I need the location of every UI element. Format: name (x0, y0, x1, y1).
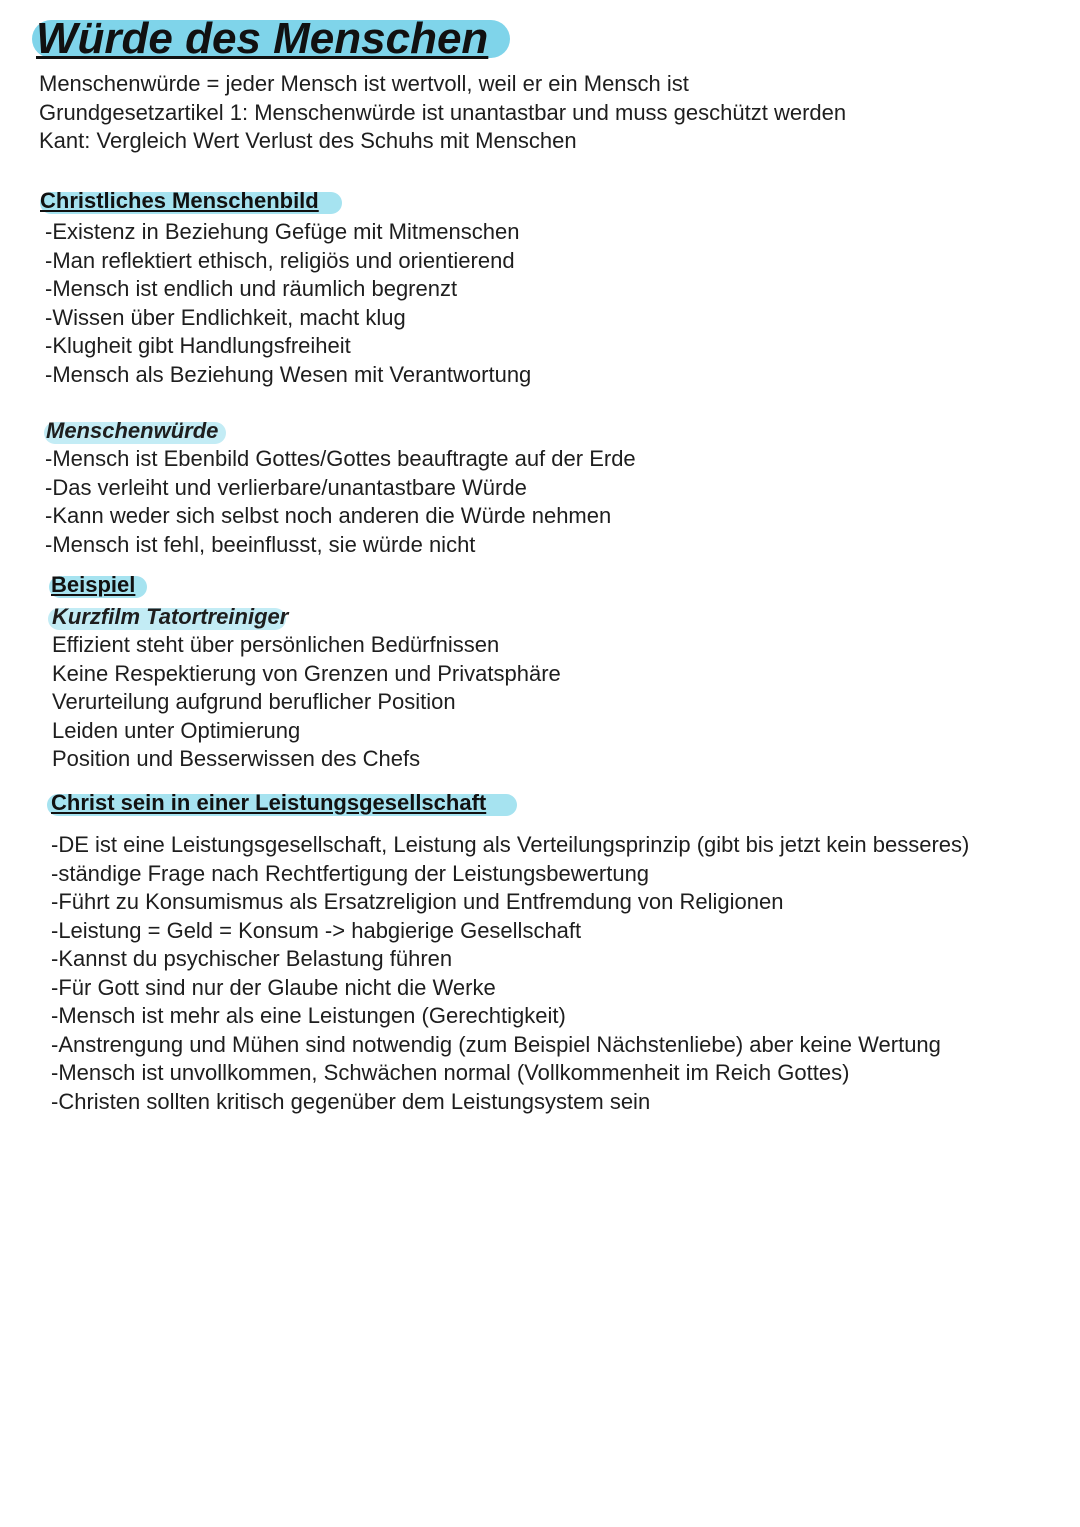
intro-line: Menschenwürde = jeder Mensch ist wertvoll, weil er ein Mensch ist (39, 71, 689, 96)
christliches-heading-block (40, 186, 319, 216)
list-item: -Mensch ist mehr als eine Leistungen (Gerechtigkeit) (51, 1003, 566, 1028)
list-item: Verurteilung aufgrund beruflicher Position (52, 689, 456, 714)
beispiel-list (52, 631, 561, 774)
beispiel-subheading: Kurzfilm Tatortreiniger (52, 604, 289, 629)
list-item: -Anstrengung und Mühen sind notwendig (zum Beispiel Nächstenliebe) aber keine Wertung (51, 1031, 941, 1057)
section-heading-menschenwuerde: Menschenwürde (46, 418, 219, 443)
intro-line: Kant: Vergleich Wert Verlust des Schuhs mit Menschen (39, 128, 577, 153)
list-item: -Kann weder sich selbst noch anderen die Würde nehmen (45, 503, 612, 528)
section-heading-leistung: Christ sein in einer Leistungsgesellschaft (51, 790, 487, 815)
list-item: -Mensch ist unvollkommen, Schwächen normal (Vollkommenheit im Reich Gottes) (51, 1060, 850, 1085)
list-item: -Für Gott sind nur der Glaube nicht die Werke (51, 974, 496, 1000)
leistung-list (51, 831, 969, 1116)
list-item: Effizient steht über persönlichen Bedürfnissen (52, 632, 500, 657)
beispiel-subheading-block (52, 602, 288, 632)
list-item: Leiden unter Optimierung (52, 717, 301, 743)
list-item: -Man reflektiert ethisch, religiös und orientierend (45, 247, 515, 273)
list-item: -Kannst du psychischer Belastung führen (51, 946, 453, 971)
page-title: Würde des Menschen (36, 14, 489, 63)
title-block (32, 14, 488, 64)
list-item: -Leistung = Geld = Konsum -> habgierige Gesellschaft (51, 917, 582, 943)
list-item: Keine Respektierung von Grenzen und Privatsphäre (52, 660, 561, 686)
list-item: Position und Besserwissen des Chefs (52, 746, 421, 771)
list-item: -ständige Frage nach Rechtfertigung der Leistungsbewertung (51, 860, 650, 886)
list-item: -Mensch ist endlich und räumlich begrenzt (45, 276, 458, 301)
list-item: -Klugheit gibt Handlungsfreiheit (45, 333, 351, 358)
list-item: -Mensch ist fehl, beeinflusst, sie würde nicht (45, 531, 476, 557)
list-item: -Das verleiht und verlierbare/unantastbare Würde (45, 474, 527, 500)
list-item: -DE ist eine Leistungsgesellschaft, Leistung als Verteilungsprinzip (gibt bis jetzt kein besseres) (51, 832, 970, 857)
list-item: -Existenz in Beziehung Gefüge mit Mitmenschen (45, 219, 520, 244)
menschenwuerde-heading-block (46, 416, 218, 446)
leistung-heading-block (51, 788, 486, 818)
intro-list (39, 70, 846, 156)
section-heading-beispiel: Beispiel (51, 572, 136, 597)
list-item: -Mensch ist Ebenbild Gottes/Gottes beauftragte auf der Erde (45, 446, 636, 471)
christliches-list (45, 218, 531, 389)
list-item: -Wissen über Endlichkeit, macht klug (45, 304, 406, 330)
list-item: -Christen sollten kritisch gegenüber dem Leistungsystem sein (51, 1088, 651, 1114)
menschenwuerde-list (45, 445, 636, 559)
list-item: -Führt zu Konsumismus als Ersatzreligion und Entfremdung von Religionen (51, 889, 784, 914)
section-heading-christliches: Christliches Menschenbild (40, 188, 319, 213)
beispiel-heading-block (51, 570, 135, 600)
list-item: -Mensch als Beziehung Wesen mit Verantwortung (45, 361, 532, 387)
intro-line: Grundgesetzartikel 1: Menschenwürde ist unantastbar und muss geschützt werden (39, 99, 847, 125)
